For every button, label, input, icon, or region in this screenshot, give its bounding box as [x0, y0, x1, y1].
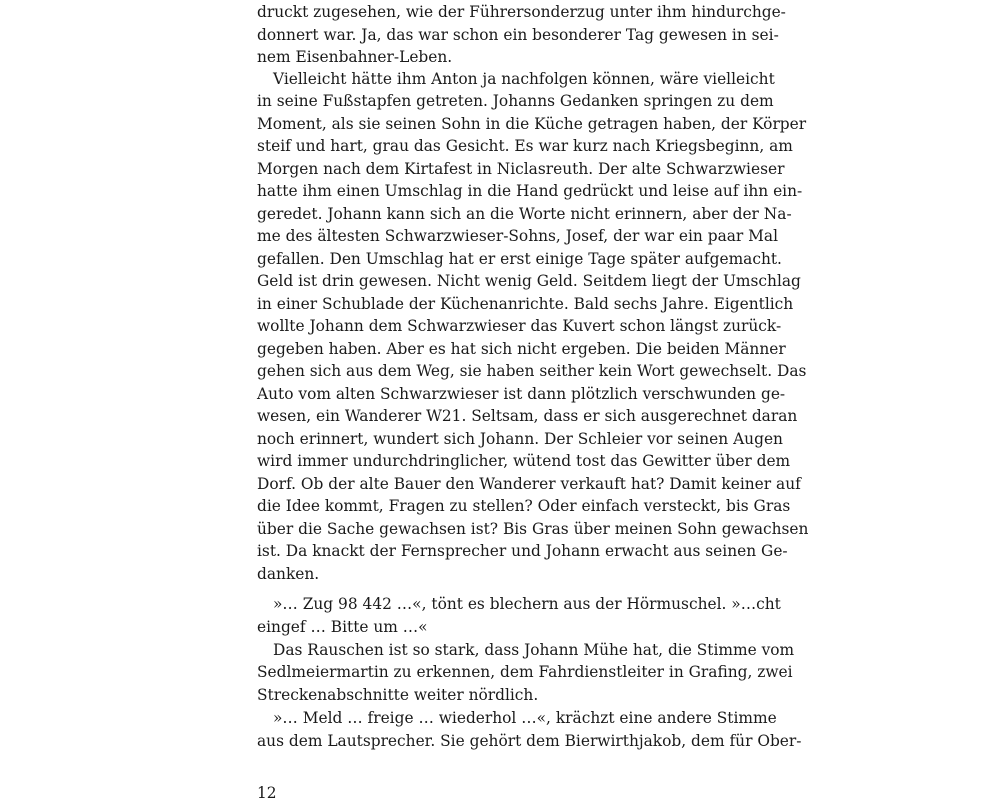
text-line: steif und hart, grau das Gesicht. Es war kurz nach Kriegsbeginn, am	[257, 137, 793, 155]
text-line: gehen sich aus dem Weg, sie haben seither kein Wort gewechselt. Das	[257, 362, 807, 380]
text-line: me des ältesten Schwarzwieser-Sohns, Josef, der war ein paar Mal	[257, 227, 779, 245]
text-line: ist. Da knackt der Fernsprecher und Johann erwacht aus seinen Ge-	[257, 542, 788, 560]
text-line: noch erinnert, wundert sich Johann. Der Schleier vor seinen Augen	[257, 430, 783, 448]
text-line: wird immer undurchdringlicher, wütend tost das Gewitter über dem	[257, 452, 791, 470]
text-line: in einer Schublade der Küchenanrichte. Bald sechs Jahre. Eigentlich	[257, 295, 794, 313]
text-line: »… Zug 98 442 …«, tönt es blechern aus der Hörmuschel. »…cht	[273, 595, 781, 613]
text-line: aus dem Lautsprecher. Sie gehört dem Bierwirthjakob, dem für Ober-	[257, 732, 802, 750]
text-line: Geld ist drin gewesen. Nicht wenig Geld. Seitdem liegt der Umschlag	[257, 272, 801, 290]
text-line: »… Meld … freige … wiederhol …«, krächzt eine andere Stimme	[273, 709, 777, 727]
text-line: wollte Johann dem Schwarzwieser das Kuvert schon längst zurück-	[257, 317, 782, 335]
text-line: donnert war. Ja, das war schon ein besonderer Tag gewesen in sei-	[257, 26, 779, 44]
text-line: Das Rauschen ist so stark, dass Johann Mühe hat, die Stimme vom	[273, 641, 795, 659]
text-line: Streckenabschnitte weiter nördlich.	[257, 686, 539, 704]
text-line: Dorf. Ob der alte Bauer den Wanderer verkauft hat? Damit keiner auf	[257, 475, 801, 493]
text-line: nem Eisenbahner-Leben.	[257, 48, 453, 66]
text-line: Sedlmeiermartin zu erkennen, dem Fahrdienstleiter in Grafing, zwei	[257, 663, 793, 681]
text-line: wesen, ein Wanderer W21. Seltsam, dass er sich ausgerechnet daran	[257, 407, 798, 425]
text-line: hatte ihm einen Umschlag in die Hand gedrückt und leise auf ihn ein-	[257, 182, 803, 200]
text-line: Morgen nach dem Kirtafest in Niclasreuth. Der alte Schwarzwieser	[257, 160, 785, 178]
text-line: gegeben haben. Aber es hat sich nicht ergeben. Die beiden Männer	[257, 340, 786, 358]
text-line: gefallen. Den Umschlag hat er erst einige Tage später aufgemacht.	[257, 250, 782, 268]
text-line: druckt zugesehen, wie der Führersonderzug unter ihm hindurchge-	[257, 3, 786, 21]
text-line: Auto vom alten Schwarzwieser ist dann plötzlich verschwunden ge-	[257, 385, 786, 403]
text-line: die Idee kommt, Fragen zu stellen? Oder einfach versteckt, bis Gras	[257, 497, 791, 515]
text-line: eingef … Bitte um …«	[257, 618, 428, 636]
text-line: über die Sache gewachsen ist? Bis Gras über meinen Sohn gewachsen	[257, 520, 809, 538]
text-line: Vielleicht hätte ihm Anton ja nachfolgen können, wäre vielleicht	[273, 70, 775, 88]
text-line: danken.	[257, 565, 320, 583]
text-line: Moment, als sie seinen Sohn in die Küche getragen haben, der Körper	[257, 115, 807, 133]
text-line: in seine Fußstapfen getreten. Johanns Gedanken springen zu dem	[257, 92, 774, 110]
page-number: 12	[257, 784, 277, 802]
text-line: geredet. Johann kann sich an die Worte nicht erinnern, aber der Na-	[257, 205, 792, 223]
